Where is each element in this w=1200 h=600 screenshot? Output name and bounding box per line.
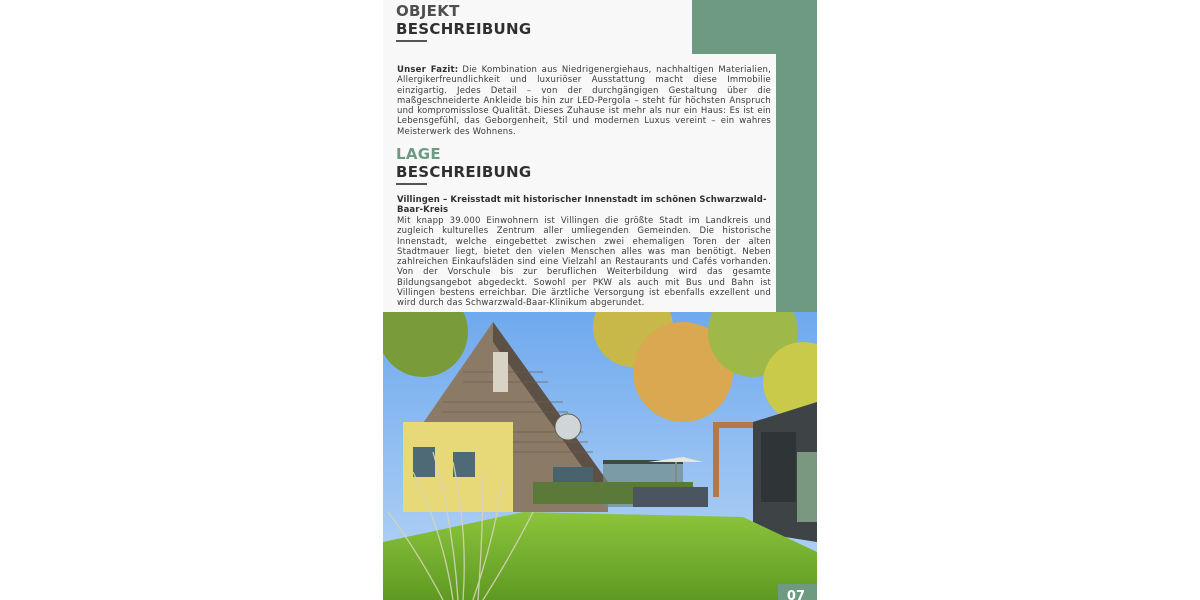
objekt-heading-line2: BESCHREIBUNG xyxy=(396,20,532,38)
fazit-lead: Unser Fazit: xyxy=(397,65,459,75)
lage-subtitle: Villingen – Kreisstadt mit historischer Innenstadt im schönen Schwarzwald-Baar-Kreis xyxy=(397,195,767,215)
objekt-paragraph xyxy=(397,65,771,137)
brochure-page xyxy=(383,0,817,600)
objekt-heading xyxy=(396,2,532,42)
house-garden-photo xyxy=(383,312,817,600)
page-number: 07 xyxy=(786,589,805,600)
fazit-text: Die Kombination aus Niedrigenergiehaus, nachhaltigen Materialien, Allergikerfreundlichkeit und luxuriöser Ausstattung macht diese Immobilie einzigartig. Jedes Detail – von der durchgängigen Gestaltung über die maßgeschneiderte Ankleide bis hin zur LED-Pergola – steht für höchsten Anspruch und kompromisslose Qualität. Dieses Zuhause ist mehr als nur ein Haus: Es ist ein Lebensgefühl, das Geborgenheit, Stil und modernen Luxus vereint – ein wahres Meisterwerk des Wohnens. xyxy=(397,65,771,137)
heading-underline xyxy=(396,40,427,42)
lage-heading xyxy=(396,145,532,185)
lage-paragraph: Mit knapp 39.000 Einwohnern ist Villingen die größte Stadt im Landkreis und zugleich kulturelles Zentrum aller umliegenden Gemeinden. Die historische Innenstadt, welche eingebettet zwischen zwei ehemaligen Toren der alten Stadtmauer liegt, bietet den vielen Menschen alles was man benötigt. Neben zahlreichen Einkaufsläden sind eine Vielzahl an Restaurants und Cafés vorhanden. Von der Vorschule bis zur beruflichen Weiterbildung wird das gesamte Bildungsangebot abgedeckt. Sowohl per PKW als auch mit Bus und Bahn ist Villingen bestens erreichbar. Die ärztliche Versorgung ist ebenfalls exzellent und wird durch das Schwarzwald-Baar-Klinikum abgerundet. xyxy=(397,216,771,309)
lage-heading-line1: LAGE xyxy=(396,145,441,163)
heading-underline xyxy=(396,183,427,185)
objekt-heading-line1: OBJEKT xyxy=(396,2,460,20)
lage-heading-line2: BESCHREIBUNG xyxy=(396,163,532,181)
